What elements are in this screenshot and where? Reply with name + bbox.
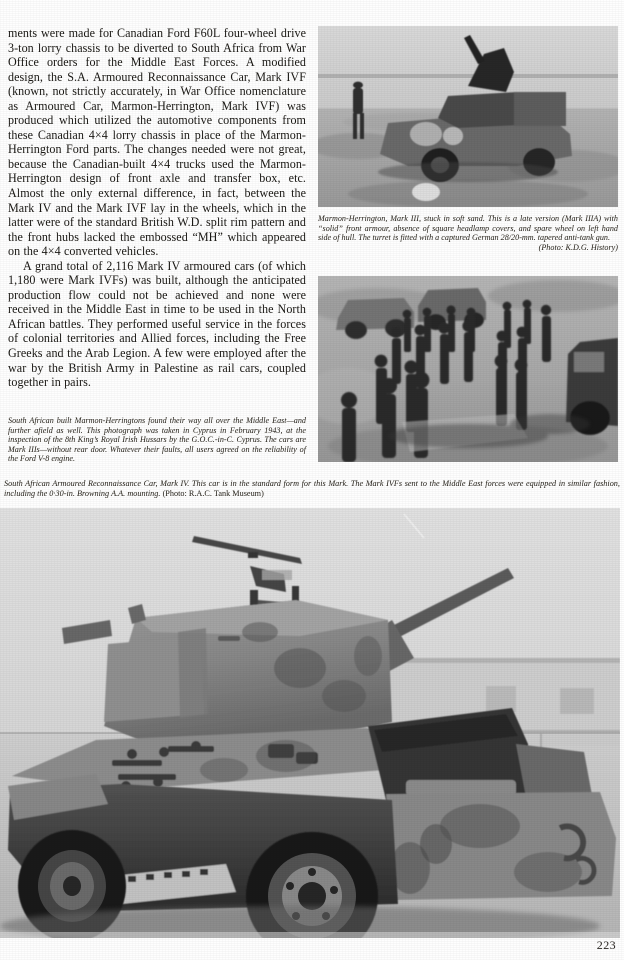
figure-caption-top-right <box>318 214 618 252</box>
body-paragraph-1: ments were made for Canadian Ford F60L four-wheel drive 3-ton lorry chassis to be diverted to South Africa from War Office orders for the Middle East Forces. A modified design, the S.A. Armoured Reconnaissance Car, Mark IVF (known, not strictly accurately, in War Office nomenclature as Armoured Car, Marmon-Herrington, Mark IVF) was produced which utilized the automotive components from these Canadian 4×4 lorry chassis in place of the Marmon-Herrington Ford parts. The changes needed were not great, because the Canadian-built 4×4 trucks used the Marmon-Herrington design of front axle and transfer box, etc. Almost the only external difference, in fact, between the Mark IV and the Mark IVF lay in the wheels, which in the latter were of the standard British W.D. split rim pattern and the front hubs lacked the embossed “MH” which appeared on the 4×4 converted vehicles. <box>8 26 306 259</box>
south-african-armoured-car-image <box>0 508 620 938</box>
article-text-column <box>8 26 306 390</box>
troops-on-parade-image <box>318 276 618 462</box>
figure-caption-main-text: South African Armoured Reconnaissance Car, Mark IV. This car is in the standard form for this Mark. The Mark IVFs sent to the Middle East forces were equipped in similar fashion, including the 0·30-in. Browning A.A. mounting. <box>4 479 620 499</box>
figure-caption-cyprus: South African built Marmon-Herringtons found their way all over the Middle East—and further afield as well. This photograph was taken in Cyprus in February 1943, at the inspection of the 8th King’s Royal Irish Hussars by the G.O.C.-in-C. Cyprus. The cars are Mark IIIs—without rear door. Whatever their faults, all users agreed on the reliability of the Ford V-8 engine. <box>8 416 306 464</box>
figure-hussars-inspection-photo <box>318 276 618 462</box>
figure-marmon-herrington-mark-iii-photo <box>318 26 618 207</box>
figure-caption-top-right-text: Marmon-Herrington, Mark III, stuck in soft sand. This is a late version (Mark IIIA) with “solid” front armour, absence of square headlamp covers, and spare wheel on left hand side of hull. The turret is fitted with a captured German 28/20-mm. tapered anti-tank gun. <box>318 214 618 243</box>
figure-credit-main: (Photo: R.A.C. Tank Museum) <box>162 489 264 499</box>
armoured-car-in-desert-image <box>318 26 618 207</box>
figure-credit-top-right: (Photo: K.D.G. History) <box>538 242 618 252</box>
figure-mark-iv-armoured-car-photo <box>0 508 620 938</box>
body-paragraph-2: A grand total of 2,116 Mark IV armoured cars (of which 1,180 were Mark IVFs) was built, although the anticipated production flow could not be achieved and none were received in the Middle East in time to be used in the North African battles. They performed useful service in the forces of colonial territories and Allied forces, including the Free Greeks and the Arab Legion. A few were employed after the war by the British Army in Palestine as rail cars, coupled together in pairs. <box>8 258 306 390</box>
figure-caption-main <box>4 479 620 500</box>
page-number: 223 <box>596 938 616 952</box>
